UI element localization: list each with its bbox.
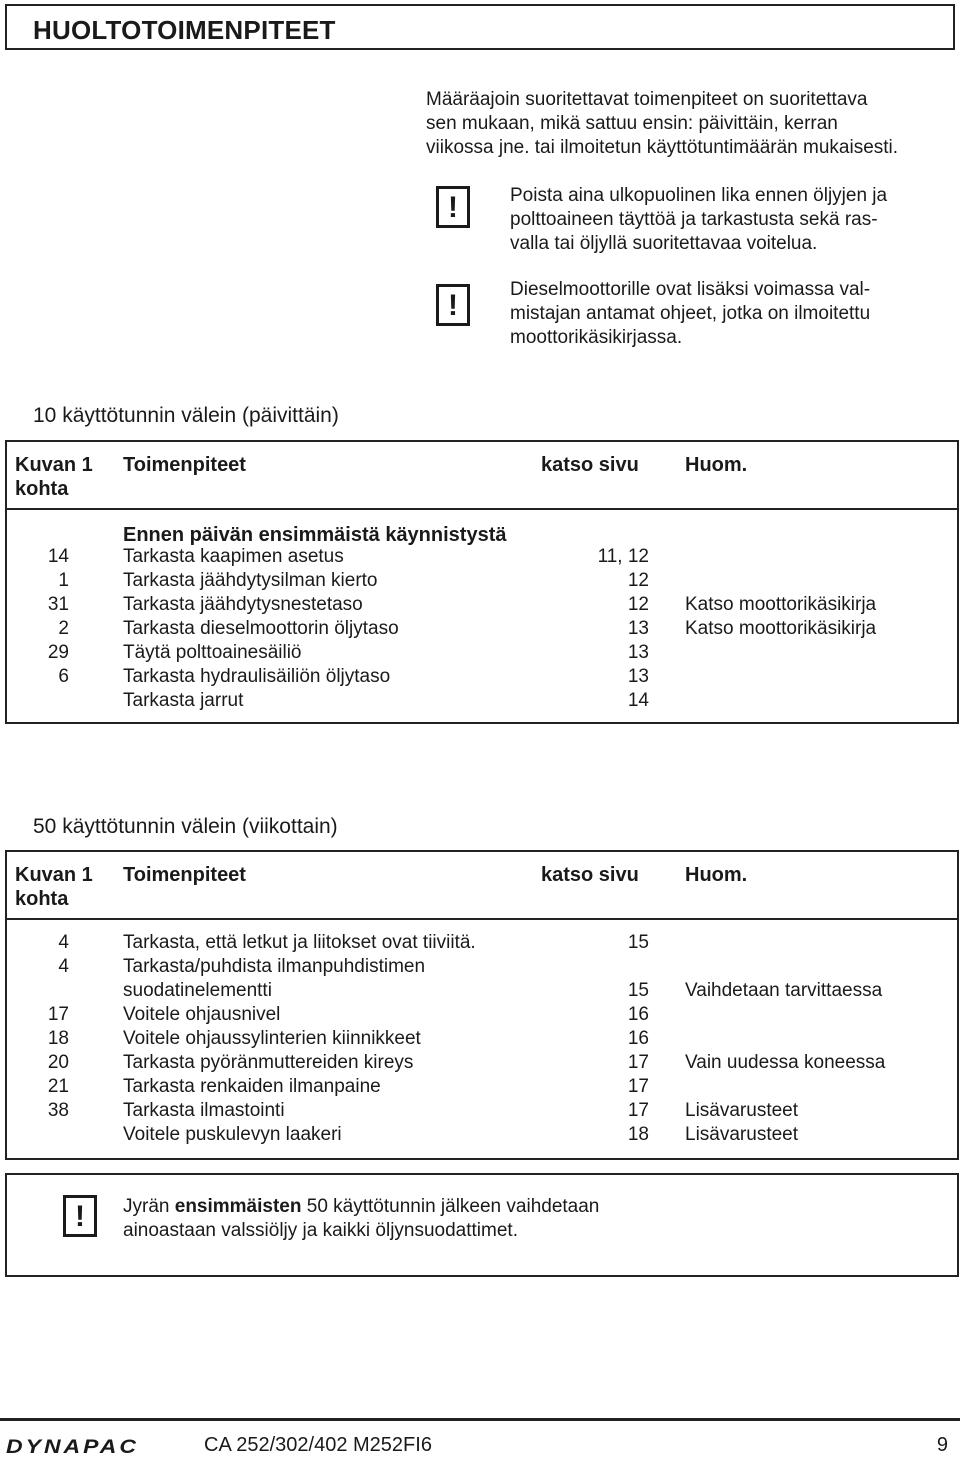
cell-task: Tarkasta, että letkut ja liitokset ovat tiiviitä.	[123, 932, 476, 953]
footer-rule	[0, 1418, 960, 1421]
cell-item: 6	[58, 666, 69, 687]
note-text: Jyrän ensimmäisten 50 käyttötunnin jälkeen vaihdetaan ainoastaan valssiöljy ja kaikki öljynsuodattimet.	[123, 1196, 600, 1241]
cell-page: 18	[627, 1124, 649, 1145]
cell-item: 2	[58, 618, 69, 639]
table-header-daily: Kuvan 1 kohta Toimenpiteet katso sivu Huom.	[5, 440, 959, 510]
table-row	[7, 545, 957, 569]
warning-icon: !	[436, 186, 470, 228]
cell-task: Voitele ohjausnivel	[123, 1004, 281, 1025]
cell-item: 4	[58, 956, 69, 977]
cell-item: 20	[47, 1052, 69, 1073]
cell-task: Tarkasta hydraulisäiliön öljytaso	[123, 666, 391, 687]
section-title-daily: 10 käyttötunnin välein (päivittäin)	[33, 404, 339, 427]
page-header	[5, 4, 955, 50]
cell-page: 11, 12	[597, 546, 649, 567]
cell-note: Vaihdetaan tarvittaessa	[685, 980, 883, 1001]
cell-task: suodatinelementti	[123, 980, 272, 1001]
cell-item: 17	[47, 1004, 69, 1025]
table-row	[7, 1003, 957, 1027]
cell-task: Tarkasta pyöränmuttereiden kireys	[123, 1052, 414, 1073]
warning-icon: !	[63, 1195, 97, 1237]
cell-note: Lisävarusteet	[685, 1124, 799, 1145]
table-row	[7, 931, 957, 955]
cell-note: Lisävarusteet	[685, 1100, 799, 1121]
cell-task: Tarkasta renkaiden ilmanpaine	[123, 1076, 381, 1097]
page-title: HUOLTOTOIMENPITEET	[33, 15, 336, 45]
cell-item: 18	[47, 1028, 69, 1049]
cell-page: 12	[627, 570, 649, 591]
cell-item: 14	[47, 546, 69, 567]
table-row	[7, 1099, 957, 1123]
dynapac-logo: DYNAPAC	[6, 1435, 140, 1458]
cell-page: 13	[627, 618, 649, 639]
table-row	[7, 1027, 957, 1051]
cell-task: Tarkasta dieselmoottorin öljytaso	[123, 618, 399, 639]
cell-task: Tarkasta/puhdista ilmanpuhdistimen	[123, 956, 426, 977]
table-row	[7, 1075, 957, 1099]
table-row	[7, 955, 957, 979]
cell-page: 16	[627, 1004, 649, 1025]
cell-page: 14	[627, 690, 649, 711]
cell-task: Tarkasta jäähdytysilman kierto	[123, 570, 378, 591]
cell-page: 15	[627, 980, 649, 1001]
cell-item: 21	[47, 1076, 69, 1097]
table-row	[7, 1051, 957, 1075]
cell-page: 13	[627, 642, 649, 663]
cell-page: 15	[627, 932, 649, 953]
section-title-weekly: 50 käyttötunnin välein (viikottain)	[33, 815, 338, 838]
cell-page: 13	[627, 666, 649, 687]
intro-text: Määräajoin suoritettavat toimenpiteet on suoritettava sen mukaan, mikä sattuu ensin: päivittäin, kerran viikossa jne. tai ilmoitetun käyttötuntimäärän mukaisesti.	[426, 89, 899, 158]
table-row	[7, 1123, 957, 1147]
cell-note: Katso moottorikäsikirja	[685, 618, 877, 639]
table-row	[7, 617, 957, 641]
cell-page: 17	[627, 1052, 649, 1073]
cell-item: 29	[47, 642, 69, 663]
table-row	[7, 979, 957, 1003]
warning-text-2: Dieselmoottorille ovat lisäksi voimassa val- mistajan antamat ohjeet, jotka on ilmoitettu moottorikäsikirjassa.	[510, 279, 871, 348]
cell-page: 16	[627, 1028, 649, 1049]
table-row	[7, 593, 957, 617]
cell-item: 38	[47, 1100, 69, 1121]
cell-item: 1	[58, 570, 69, 591]
table-body-weekly	[5, 920, 959, 1160]
cell-item: 31	[47, 594, 69, 615]
table-body-daily	[5, 510, 959, 724]
table-row	[7, 641, 957, 665]
cell-task: Voitele puskulevyn laakeri	[123, 1124, 342, 1145]
cell-task: Voitele ohjaussylinterien kiinnikkeet	[123, 1028, 421, 1049]
cell-task: Tarkasta jäähdytysnestetaso	[123, 594, 363, 615]
warning-text-1: Poista aina ulkopuolinen lika ennen öljyjen ja polttoaineen täyttöä ja tarkastusta sekä ras- valla tai öljyllä suoritettavaa voitelua.	[510, 185, 888, 254]
cell-page: 12	[627, 594, 649, 615]
warning-icon: !	[436, 284, 470, 326]
note-box	[5, 1173, 959, 1277]
cell-task: Tarkasta kaapimen asetus	[123, 546, 344, 567]
cell-page: 17	[627, 1100, 649, 1121]
table-row	[7, 665, 957, 689]
page-number: 9	[936, 1434, 948, 1456]
table-header-weekly: Kuvan 1 kohta Toimenpiteet katso sivu Huom.	[5, 850, 959, 920]
cell-page: 17	[627, 1076, 649, 1097]
table-row	[7, 689, 957, 713]
cell-note: Katso moottorikäsikirja	[685, 594, 877, 615]
cell-note: Vain uudessa koneessa	[685, 1052, 886, 1073]
cell-task: Täytä polttoainesäiliö	[123, 642, 302, 663]
cell-task: Tarkasta jarrut	[123, 690, 244, 711]
table-row	[7, 569, 957, 593]
model-code: CA 252/302/402 M252FI6	[204, 1434, 432, 1456]
cell-task: Tarkasta ilmastointi	[123, 1100, 285, 1121]
table-subheading: Ennen päivän ensimmäistä käynnistystä	[123, 524, 507, 546]
cell-item: 4	[58, 932, 69, 953]
